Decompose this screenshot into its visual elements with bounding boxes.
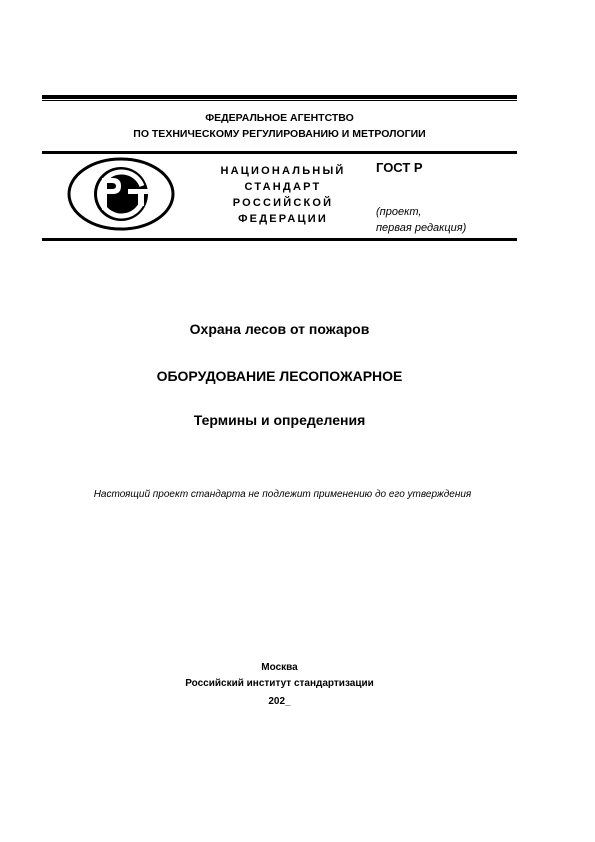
footer-city: Москва [261, 662, 298, 673]
title-line-2: ОБОРУДОВАНИЕ ЛЕСОПОЖАРНОЕ [156, 368, 403, 384]
footer-institute: Российский институт стандартизации [185, 678, 374, 689]
publisher-footer [42, 660, 517, 710]
draft-status [376, 204, 466, 236]
draft-notice: Настоящий проект стандарта не подлежит применению до его утверждения [93, 489, 472, 500]
header-bottom-rule [42, 238, 517, 241]
agency-line-2: ПО ТЕХНИЧЕСКОМУ РЕГУЛИРОВАНИЮ И МЕТРОЛОГИИ [133, 128, 426, 140]
mid-rule-thick [42, 151, 517, 154]
rst-logo-icon [66, 156, 176, 232]
footer-year: 202_ [268, 696, 291, 707]
national-line-4: ФЕДЕРАЦИИ [238, 213, 328, 225]
top-rule-thick [42, 95, 517, 99]
standard-code: ГОСТ Р [376, 160, 423, 175]
national-line-1: НАЦИОНАЛЬНЫЙ [220, 165, 346, 177]
title-line-1: Охрана лесов от пожаров [189, 321, 370, 337]
draft-line-2: первая редакция) [376, 222, 467, 234]
national-standard-label [178, 163, 388, 227]
title-line-3: Термины и определения [193, 412, 366, 428]
national-line-3: РОССИЙСКОЙ [232, 197, 334, 209]
agency-line-1: ФЕДЕРАЛЬНОЕ АГЕНТСТВО [205, 112, 354, 124]
agency-name [42, 110, 517, 142]
top-rule-thin [42, 100, 517, 101]
draft-line-1: (проект, [376, 206, 422, 218]
national-line-2: СТАНДАРТ [244, 181, 322, 193]
